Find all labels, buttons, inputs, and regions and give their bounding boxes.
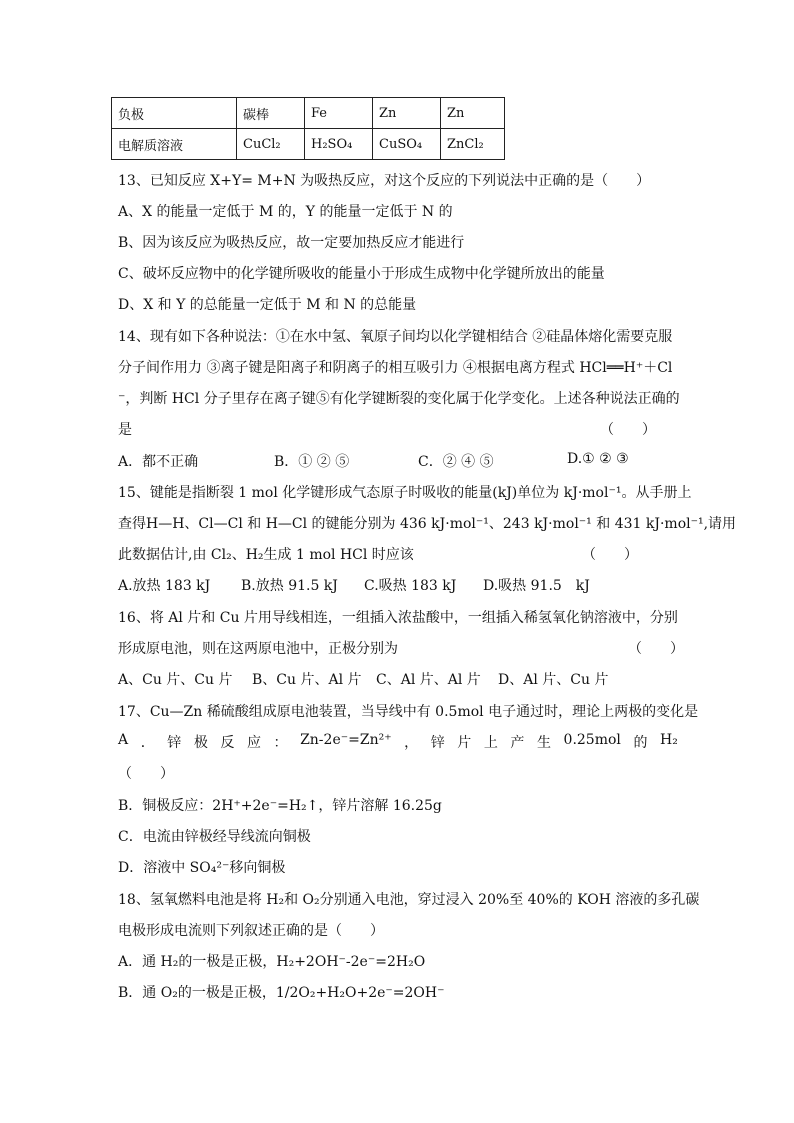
q17-option-a-part: 片 [457, 735, 472, 751]
q16-option-b: B、Cu 片、Al 片 [252, 672, 362, 688]
q17-option-d: D．溶液中 SO₄²⁻移向铜极 [118, 860, 286, 876]
q13-stem: 13、已知反应 X+Y= M+N 为吸热反应，对这个反应的下列说法中正确的是（ ） [118, 173, 651, 189]
q16-answer-paren: （ ） [628, 641, 684, 657]
q17-option-a-part: 产 [510, 735, 525, 751]
q14-answer-paren: （ ） [600, 422, 656, 438]
q13-option-c: C、破坏反应物中的化学键所吸收的能量小于形成生成物中化学键所放出的能量 [118, 266, 605, 282]
q15-option-d: D.吸热 91.5 kJ [483, 578, 590, 594]
electrode-table [111, 97, 505, 160]
q18-line-2: 电极形成电流则下列叙述正确的是（ ） [118, 923, 384, 939]
table-cell: Fe [305, 98, 373, 129]
q15-line-1: 15、键能是指断裂 1 mol 化学键形成气态原子时吸收的能量(kJ)单位为 kJ·mol⁻¹。从手册上 [118, 485, 692, 501]
q17-option-a-part: H₂ [660, 732, 678, 748]
q15-option-c: C.吸热 183 kJ [364, 578, 457, 594]
q16-option-d: D、Al 片、Cu 片 [498, 672, 609, 688]
table-cell: CuSO₄ [373, 129, 441, 160]
q17-option-b: B．铜极反应：2H⁺+2e⁻=H₂↑，锌片溶解 16.25g [118, 798, 442, 814]
q17-option-c: C．电流由锌极经导线流向铜极 [118, 829, 311, 845]
table-row [112, 129, 505, 160]
q17-option-a-part: 锌 [430, 735, 445, 751]
q17-option-a-part: ， [404, 735, 419, 751]
q15-line-2: 查得H—H、Cl—Cl 和 H—Cl 的键能分别为 436 kJ·mol⁻¹、243 kJ·mol⁻¹ 和 431 kJ·mol⁻¹,请用 [118, 516, 737, 532]
table-cell: ZnCl₂ [441, 129, 505, 160]
q13-option-d: D、X 和 Y 的总能量一定低于 M 和 N 的总能量 [118, 297, 417, 313]
table-cell: Zn [441, 98, 505, 129]
q15-option-b: B.放热 91.5 kJ [241, 578, 338, 594]
table-cell: CuCl₂ [237, 129, 305, 160]
q14-line-3: ⁻，判断 HCl 分子里存在离子键⑤有化学键断裂的变化属于化学变化。上述各种说法正确的 [118, 391, 680, 407]
q17-option-a-part: A [118, 732, 129, 748]
q16-line-2: 形成原电池，则在这两原电池中，正极分别为 [118, 641, 398, 657]
q18-option-a: A．通 H₂的一极是正极，H₂+2OH⁻-2e⁻=2H₂O [118, 954, 426, 970]
q14-option-d: D.① ② ③ [567, 451, 629, 467]
q17-option-a-part: 应 [246, 735, 261, 751]
q14-line-4: 是 [118, 422, 132, 438]
q16-option-a: A、Cu 片、Cu 片 [118, 672, 233, 688]
table-row [112, 98, 505, 129]
q14-option-a: A．都不正确 [118, 454, 199, 470]
q17-option-a-part: 反 [220, 735, 235, 751]
q17-option-a-part: ． [140, 735, 155, 751]
table-cell: Zn [373, 98, 441, 129]
q17-option-a-part: 极 [193, 735, 208, 751]
q16-line-1: 16、将 Al 片和 Cu 片用导线相连，一组插入浓盐酸中，一组插入稀氢氧化钠溶液中，分别 [118, 610, 678, 626]
table-cell: 碳棒 [237, 98, 305, 129]
q13-option-b: B、因为该反应为吸热反应，故一定要加热反应才能进行 [118, 235, 465, 251]
table-cell: 负极 [112, 98, 237, 129]
q14-line-2: 分子间作用力 ③离子键是阳离子和阴离子的相互吸引力 ④根据电离方程式 HCl══H⁺＋Cl [118, 360, 673, 376]
q17-option-a [118, 732, 678, 752]
q17-option-a-part: Zn-2e⁻=Zn²⁺ [300, 732, 392, 748]
q15-option-a: A.放热 183 kJ [118, 578, 211, 594]
q15-answer-paren: （ ） [582, 547, 638, 563]
q14-option-b: B．① ② ⑤ [274, 454, 350, 470]
q18-option-b: B．通 O₂的一极是正极，1/2O₂+H₂O+2e⁻=2OH⁻ [118, 985, 445, 1001]
q17-option-a-part: ： [273, 735, 288, 751]
q16-option-c: C、Al 片、Al 片 [376, 672, 481, 688]
table-cell: H₂SO₄ [305, 129, 373, 160]
q17-option-a-part: 生 [536, 735, 551, 751]
q17-option-a-part: 0.25mol [563, 732, 621, 748]
q18-line-1: 18、氢氧燃料电池是将 H₂和 O₂分别通入电池，穿过浸入 20%至 40%的 KOH 溶液的多孔碳 [118, 892, 700, 908]
q15-line-3: 此数据估计,由 Cl₂、H₂生成 1 mol HCl 时应该 [118, 547, 414, 563]
q13-option-a: A、X 的能量一定低于 M 的，Y 的能量一定低于 N 的 [118, 204, 453, 220]
q17-line-1: 17、Cu—Zn 稀硫酸组成原电池装置，当导线中有 0.5mol 电子通过时，理论上两极的变化是 [118, 704, 699, 720]
table-cell: 电解质溶液 [112, 129, 237, 160]
q17-option-a-part: 的 [633, 735, 648, 751]
q17-option-a-part: 上 [483, 735, 498, 751]
q17-answer-paren: （ ） [118, 766, 174, 782]
q14-line-1: 14、现有如下各种说法：①在水中氢、氧原子间均以化学键相结合 ②硅晶体熔化需要克服 [118, 329, 673, 345]
q17-option-a-part: 锌 [167, 735, 182, 751]
q14-option-c: C．② ④ ⑤ [418, 454, 494, 470]
